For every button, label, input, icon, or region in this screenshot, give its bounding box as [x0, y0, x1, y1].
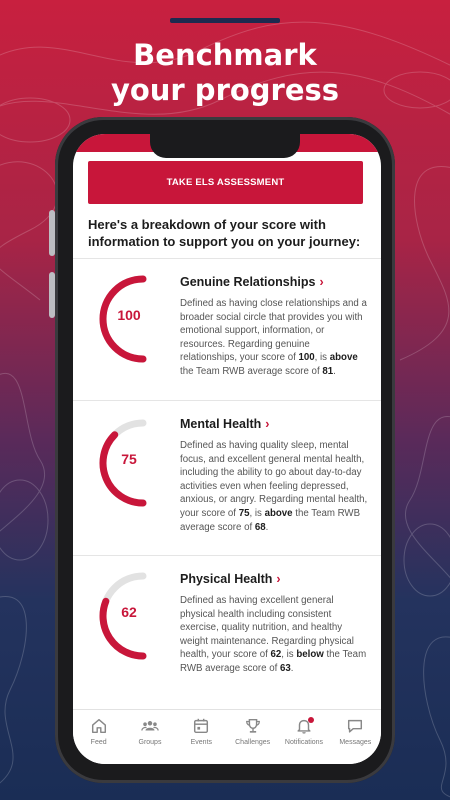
card-title: Physical Health	[180, 572, 273, 586]
card-title: Genuine Relationships	[180, 275, 316, 289]
tab-label: Challenges	[235, 739, 271, 746]
intro-text: Here's a breakdown of your score with information to support you on your journey:	[88, 217, 361, 249]
headline-line-2: your progress	[110, 73, 340, 107]
tab-label: Events	[190, 739, 213, 746]
tab-label: Groups	[138, 739, 162, 746]
trophy-icon	[244, 717, 262, 735]
score-card-mental-health[interactable]	[73, 400, 381, 556]
card-title-link[interactable]	[180, 275, 324, 289]
card-title-link[interactable]	[180, 572, 281, 586]
phone-volume-up-button	[49, 210, 55, 256]
tab-label: Feed	[90, 739, 107, 746]
chevron-right-icon: ›	[265, 417, 270, 431]
phone-notch	[150, 134, 300, 158]
score-gauge	[97, 273, 161, 365]
chevron-right-icon: ›	[319, 275, 324, 289]
take-els-assessment-button[interactable]: TAKE ELS ASSESSMENT	[88, 161, 363, 204]
card-title-link[interactable]	[180, 417, 269, 431]
gauge-score-value: 75	[121, 451, 137, 467]
tab-messages[interactable]	[330, 710, 381, 764]
tab-groups[interactable]	[124, 710, 175, 764]
gauge-fill-arc	[103, 435, 143, 503]
chevron-right-icon: ›	[276, 572, 281, 586]
card-description: Defined as having close relationships and a broader social circle that provides you with emotional support, information, or resources. Regarding genuine relationships, your score of 100, is above the Team RWB average score of 81.	[180, 298, 367, 377]
tab-label: Messages	[339, 739, 372, 746]
tab-events[interactable]	[176, 710, 227, 764]
calendar-icon	[192, 717, 210, 735]
card-description: Defined as having excellent general physical health including consistent exercise, quality nutrition, and healthy weight maintenance. Regarding physical health, your score of 62, is below the Team RWB average score of 63.	[180, 595, 367, 674]
app-screen	[73, 134, 381, 764]
notification-badge	[308, 717, 314, 723]
score-card-genuine-relationships[interactable]	[73, 258, 381, 401]
tab-label: Notifications	[284, 739, 324, 746]
tab-challenges[interactable]	[227, 710, 278, 764]
score-gauge	[97, 417, 161, 509]
tab-feed[interactable]	[73, 710, 124, 764]
groups-icon	[141, 717, 159, 735]
card-description: Defined as having quality sleep, mental focus, and excellent general mental health, including the ability to go about day-to-day activities even when feeling depressed, anxious, or angry. Regarding mental health, your score of 75, is above the Team RWB average score of 68.	[180, 440, 368, 533]
headline-line-1: Benchmark	[133, 38, 317, 72]
tab-notifications[interactable]	[278, 710, 329, 764]
message-icon	[346, 717, 364, 735]
headline	[0, 38, 450, 108]
score-card-physical-health[interactable]	[73, 555, 381, 699]
top-accent-bar	[170, 18, 280, 23]
home-icon	[90, 717, 108, 735]
card-title: Mental Health	[180, 417, 262, 431]
bottom-tab-bar	[73, 709, 381, 764]
gauge-score-value: 100	[117, 307, 141, 323]
score-gauge	[97, 570, 161, 662]
gauge-score-value: 62	[121, 604, 137, 620]
phone-volume-down-button	[49, 272, 55, 318]
